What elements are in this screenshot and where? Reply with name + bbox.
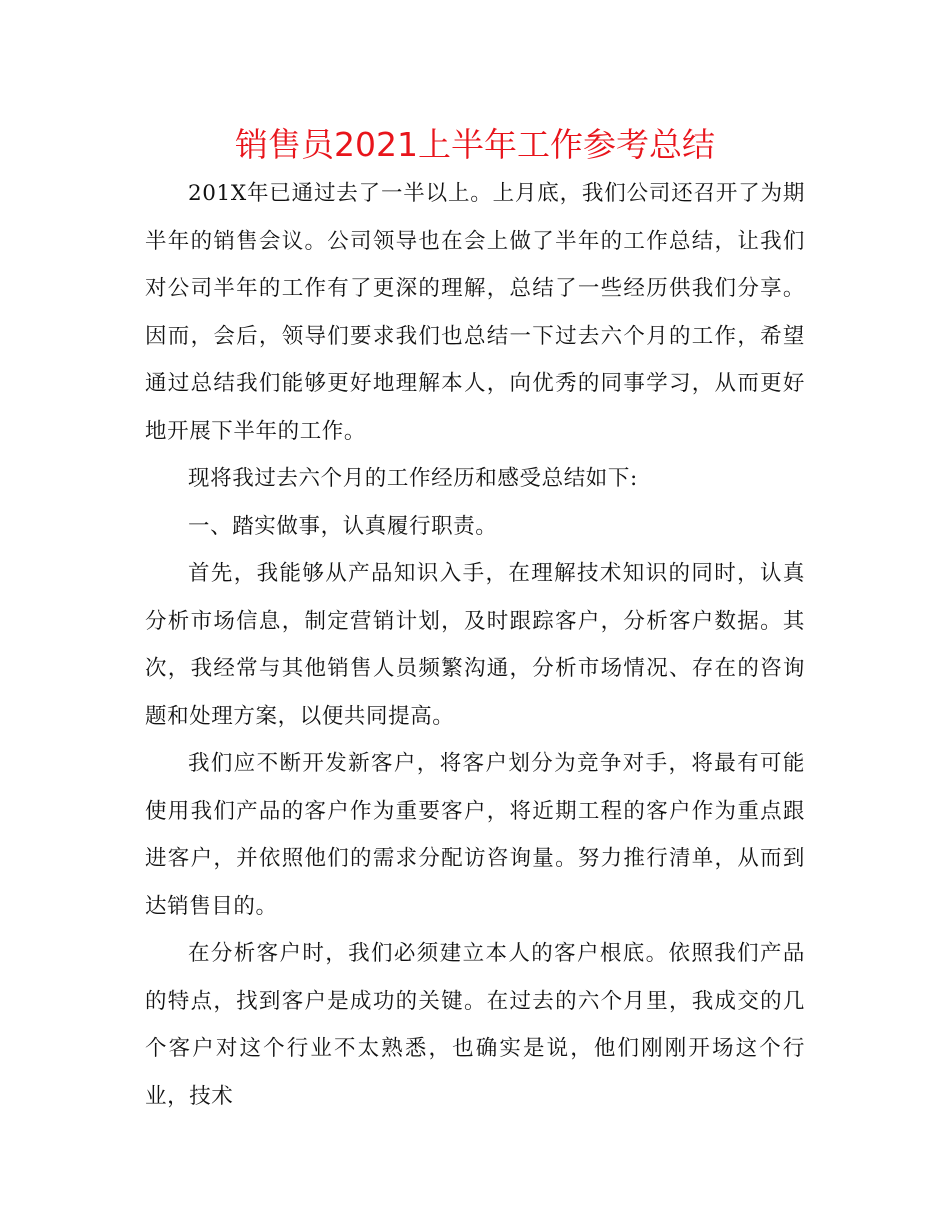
paragraph-summary-lead: 现将我过去六个月的工作经历和感受总结如下:	[188, 466, 638, 491]
document-title: 销售员2021上半年工作参考总结	[235, 125, 715, 164]
section-heading-1: 一、踏实做事，认真履行职责。	[188, 513, 498, 539]
paragraph-customer-analysis: 在分析客户时，我们必须建立本人的客户根底。依照我们产品的特点，找到客户是成功的关键。在过去的六个月里，我成交的几个客户对这个行业不太熟悉，也确实是说，他们刚刚开场这个行业，技术	[145, 941, 805, 1109]
paragraph-new-customers: 我们应不断开发新客户，将客户划分为竞争对手，将最有可能使用我们产品的客户作为重要客户，将近期工程的客户作为重点跟进客户，并依照他们的需求分配访咨询量。努力推行清单，从而到达销售目的。	[145, 751, 805, 919]
paragraph-product-knowledge: 首先，我能够从产品知识入手，在理解技术知识的同时，认真分析市场信息，制定营销计划，及时跟踪客户，分析客户数据。其次，我经常与其他销售人员频繁沟通，分析市场情况、存在的咨询题和处理方案，以便共同提高。	[145, 561, 805, 729]
document-body	[145, 170, 805, 1120]
paragraph-intro: 201X年已通过去了一半以上。上月底，我们公司还召开了为期半年的销售会议。公司领导也在会上做了半年的工作总结，让我们对公司半年的工作有了更深的理解，总结了一些经历供我们分享。因而，会后，领导们要求我们也总结一下过去六个月的工作，希望通过总结我们能够更好地理解本人，向优秀的同事学习，从而更好地开展下半年的工作。	[145, 181, 805, 444]
